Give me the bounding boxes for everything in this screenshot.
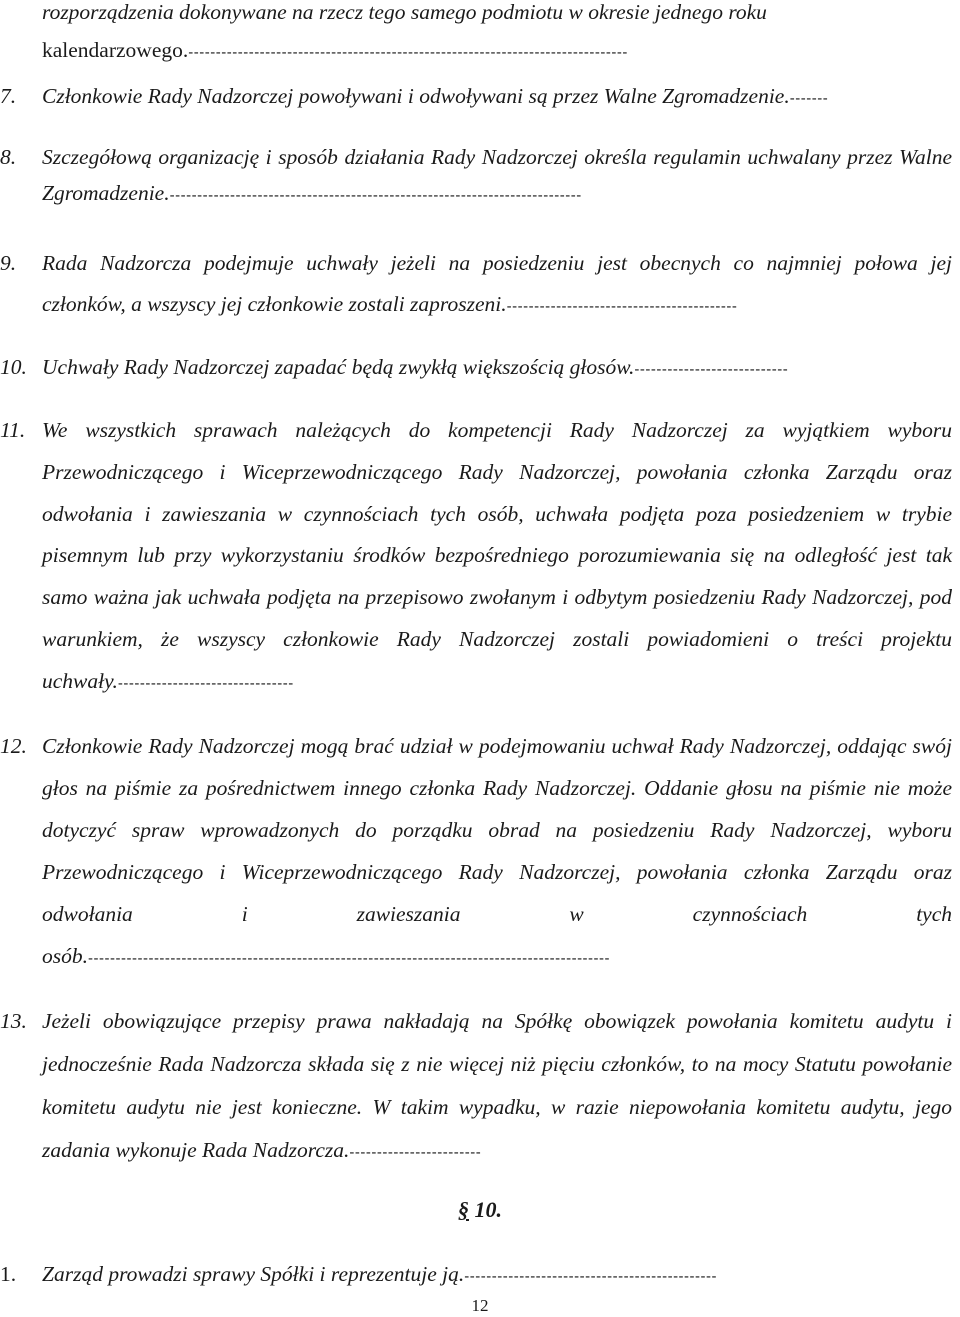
- list-item: [0, 1254, 952, 1298]
- dash-filler: ------------------------: [349, 1144, 482, 1161]
- continuation-line-2: kalendarzowego.: [42, 38, 189, 62]
- section-heading: [0, 1190, 960, 1230]
- dash-filler: --------------------------------------------------------------------------------: [188, 44, 628, 61]
- list-item: [0, 76, 952, 120]
- list-item: [0, 726, 952, 979]
- list-item: [0, 243, 952, 327]
- dash-filler: ---------------------------------------------------------------------------: [169, 187, 582, 204]
- item-text: Uchwały Rady Nadzorczej zapadać będą zwykłą większością głosów.: [42, 355, 635, 379]
- dash-filler: ------------------------------------------: [506, 298, 738, 315]
- item-number: 12.: [0, 734, 27, 758]
- list-item: [0, 1000, 952, 1174]
- item-body: [42, 1000, 952, 1174]
- item-number: 11.: [0, 418, 26, 442]
- item-text: Zarząd prowadzi sprawy Spółki i reprezentuje ją.: [42, 1262, 465, 1286]
- item-number: 9.: [0, 251, 17, 275]
- dash-filler: ----------------------------------------------: [464, 1268, 718, 1285]
- item-text: Jeżeli obowiązujące przepisy prawa nakładają na Spółkę obowiązek powołania komitetu audytu i jednocześnie Rada Nadzorcza składa się z nie więcej niż pięciu członków, to na mocy Statutu powołanie komitetu audytu nie jest konieczne. W takim wypadku, w razie niepowołania komitetu audytu, jego zadania wykonuje Rada Nadzorcza.: [42, 1009, 952, 1162]
- item-number: 10.: [0, 355, 27, 379]
- item-body: [42, 1254, 952, 1298]
- dash-filler: --------------------------------: [117, 674, 294, 692]
- item-text: We wszystkich sprawach należących do kompetencji Rady Nadzorczej za wyjątkiem wyboru Przewodniczącego i Wiceprzewodniczącego Rady Nadzorczej, powołania członka Zarządu oraz odwołania i zawieszania w czynnościach tych osób, uchwała podjęta poza posiedzeniem w trybie pisemnym lub przy wykorzystaniu środków bezpośredniego porozumiewania się na odległość jest tak samo ważna jak uchwała podjęta na przepisowo zwołanym i odbytym posiedzeniu Rady Nadzorczej, pod warunkiem, że wszyscy członkowie Rady Nadzorczej zostali powiadomieni o treści projektu uchwały.: [42, 418, 952, 693]
- list-item: [0, 139, 952, 214]
- item-number: 1.: [0, 1262, 17, 1286]
- continuation-paragraph: [42, 0, 952, 72]
- item-text: Szczegółową organizację i sposób działania Rady Nadzorczej określa regulamin uchwalany przez Walne Zgromadzenie.: [42, 145, 952, 205]
- item-text: Rada Nadzorcza podejmuje uchwały jeżeli na posiedzeniu jest obecnych co najmniej połowa jej członków, a wszyscy jej członkowie zostali zaproszeni.: [42, 251, 952, 316]
- page-number: 12: [471, 1296, 489, 1315]
- dash-filler: -----------------------------------------------------------------------------------------------: [88, 949, 611, 967]
- item-number: 7.: [0, 84, 17, 108]
- item-text: Członkowie Rady Nadzorczej mogą brać udział w podejmowaniu uchwał Rady Nadzorczej, oddając swój głos na piśmie za pośrednictwem innego członka Rady Nadzorczej. Oddanie głosu na piśmie nie może dotyczyć spraw wprowadzonych do porządku obrad na posiedzeniu Rady Nadzorczej, wyboru Przewodniczącego i Wiceprzewodniczącego Rady Nadzorczej, powołania członka Zarządu oraz odwołania i zawieszania w czynnościach tych osób.: [42, 734, 952, 968]
- item-body: [42, 243, 952, 327]
- item-body: [42, 347, 952, 391]
- dash-filler: ----------------------------: [634, 361, 789, 378]
- item-body: [42, 139, 952, 214]
- list-item: [0, 347, 952, 391]
- section-number: 10.: [474, 1197, 502, 1222]
- dash-filler: -------: [789, 90, 829, 107]
- item-number: 13.: [0, 1009, 27, 1033]
- item-body: [42, 76, 952, 120]
- continuation-line-1: rozporządzenia dokonywane na rzecz tego samego podmiotu w okresie jednego roku: [42, 0, 767, 24]
- section-sign: §: [458, 1197, 469, 1222]
- item-text: Członkowie Rady Nadzorczej powoływani i odwoływani są przez Walne Zgromadzenie.: [42, 84, 790, 108]
- item-body: [42, 726, 952, 979]
- list-item: [0, 410, 952, 705]
- item-body: [42, 410, 952, 705]
- item-number: 8.: [0, 145, 17, 169]
